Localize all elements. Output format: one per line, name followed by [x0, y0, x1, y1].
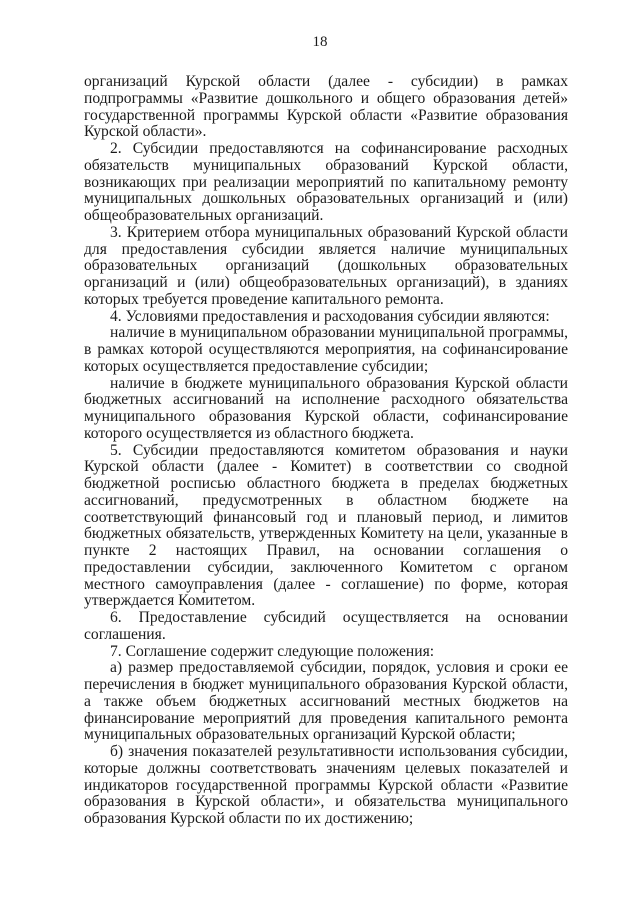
paragraph-item-7: 7. Соглашение содержит следующие положения:	[110, 642, 435, 660]
page-number: 18	[312, 34, 328, 50]
paragraph-subitem-a: а) размер предоставляемой субсидии, порядок, условия и сроки ее перечисления в бюджет муниципального образования Курской области, а также объем бюджетных ассигнований местных бюджетов на финансирование мероприятий для проведения капитального ремонта муниципальных образовательных организаций Курской области;	[84, 659, 568, 744]
paragraph-continuation: организаций Курской области (далее - субсидии) в рамках подпрограммы «Развитие дошкольного и общего образования детей» государственной программы Курской области «Развитие образования Курской области».	[84, 73, 568, 141]
paragraph-subitem-b: б) значения показателей результативности использования субсидии, которые должны соответствовать значениям целевых показателей и индикаторов государственной программы Курской области «Развитие образования в Курской области», и обязательства муниципального образования Курской области по их достижению;	[84, 743, 568, 827]
paragraph-item-6: 6. Предоставление субсидий осуществляется на основании соглашения.	[84, 609, 568, 643]
paragraph-item-2: 2. Субсидии предоставляются на софинансирование расходных обязательств муниципальных образований Курской области, возникающих при реализации мероприятий по капитальному ремонту муниципальных дошкольных образовательных организаций и (или) общеобразовательных организаций.	[84, 140, 568, 224]
paragraph-item-3: 3. Критерием отбора муниципальных образований Курской области для предоставления субсидии является наличие муниципальных образовательных организаций (дошкольных образовательных организаций и (или) общеобразовательных организаций), в зданиях которых требуется проведение капитального ремонта.	[84, 223, 568, 308]
paragraph-item-5: 5. Субсидии предоставляются комитетом образования и науки Курской области (далее - Комитет) в соответствии со сводной бюджетной росписью областного бюджета в пределах бюджетных ассигнований, предусмотренных в областном бюджете на соответствующий финансовый год и плановый период, и лимитов бюджетных обязательств, утвержденных Комитету на цели, указанные в пункте 2 настоящих Правил, на основании соглашения о предоставлении субсидии, заключенного Комитетом с органом местного самоуправления (далее - соглашение) по форме, которая утверждается Комитетом.	[84, 441, 568, 610]
document-body	[84, 74, 568, 828]
paragraph-condition-program: наличие в муниципальном образовании муниципальной программы, в рамках которой осуществляются мероприятия, на софинансирование которых осуществляется предоставление субсидии;	[84, 324, 568, 375]
paragraph-item-4: 4. Условиями предоставления и расходования субсидии являются:	[110, 307, 550, 325]
paragraph-condition-budget: наличие в бюджете муниципального образования Курской области бюджетных ассигнований на исполнение расходного обязательства муниципального образования Курской области, софинансирование которого осуществляется из областного бюджета.	[84, 374, 568, 442]
